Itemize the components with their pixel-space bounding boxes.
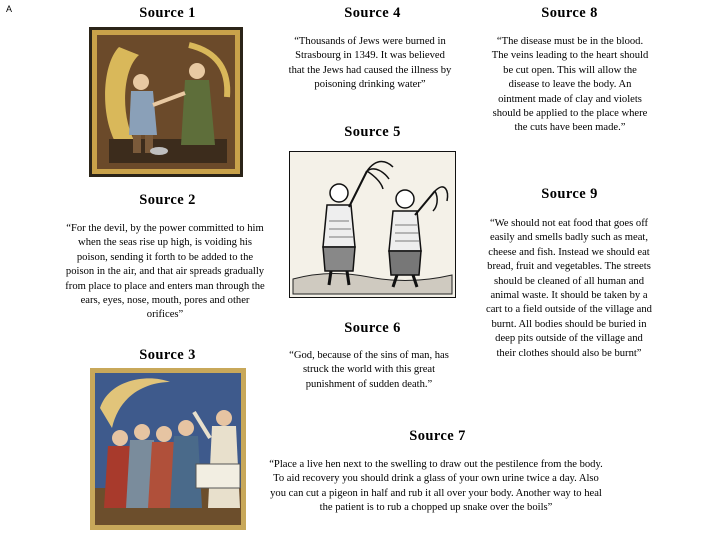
source-1-image: [89, 27, 243, 177]
source-6-title: Source 6: [344, 320, 401, 336]
corner-mark: A: [6, 4, 13, 14]
source-7-title: Source 7: [409, 428, 466, 444]
source-2-title: Source 2: [139, 192, 196, 208]
source-6-quote: “God, because of the sins of man, has struck the world with this great punishment of sudden death.”: [289, 350, 449, 390]
source-9-quote: “We should not eat food that goes off easily and smells badly such as meat, cheese and fish. Instead we should eat bread, fruit and vegetables. The streets should be cleaned of all human and animal waste. It should be taken by a cart to a field outside of the village and burnt. All bodies should be buried in deep pits outside of the village and their clothes should also be burnt”: [486, 218, 652, 359]
source-4-title: Source 4: [344, 5, 401, 21]
source-3-title: Source 3: [139, 347, 196, 363]
source-1-title: Source 1: [139, 5, 196, 21]
source-7-quote: “Place a live hen next to the swelling to draw out the pestilence from the body. To aid recovery you should drink a glass of your own urine twice a day. Also you can cut a pigeon in half and rub it all over your body. Another way to heal the patient is to rub a chopped up snake over the boils”: [269, 459, 603, 514]
source-4-quote: “Thousands of Jews were burned in Strasbourg in 1349. It was believed that the Jews had caused the illness by poisoning drinking water”: [288, 36, 452, 91]
source-8-quote: “The disease must be in the blood. The veins leading to the heart should be cut open. This will allow the disease to leave the body. An ointment made of clay and violets should be applied to the place where the cuts have been made.”: [491, 36, 649, 134]
source-3-image: [90, 368, 246, 530]
source-5-image: [289, 151, 456, 298]
source-2-quote: “For the devil, by the power committed to him when the seas rise up high, is voiding his poison, sending it forth to be added to the poison in the air, and that air spreads gradually from place to place and enters man through the ears, eyes, nose, mouth, pores and other orifices”: [65, 223, 265, 321]
source-8-title: Source 8: [541, 5, 598, 21]
source-5-title: Source 5: [344, 124, 401, 140]
source-9-title: Source 9: [541, 186, 598, 202]
